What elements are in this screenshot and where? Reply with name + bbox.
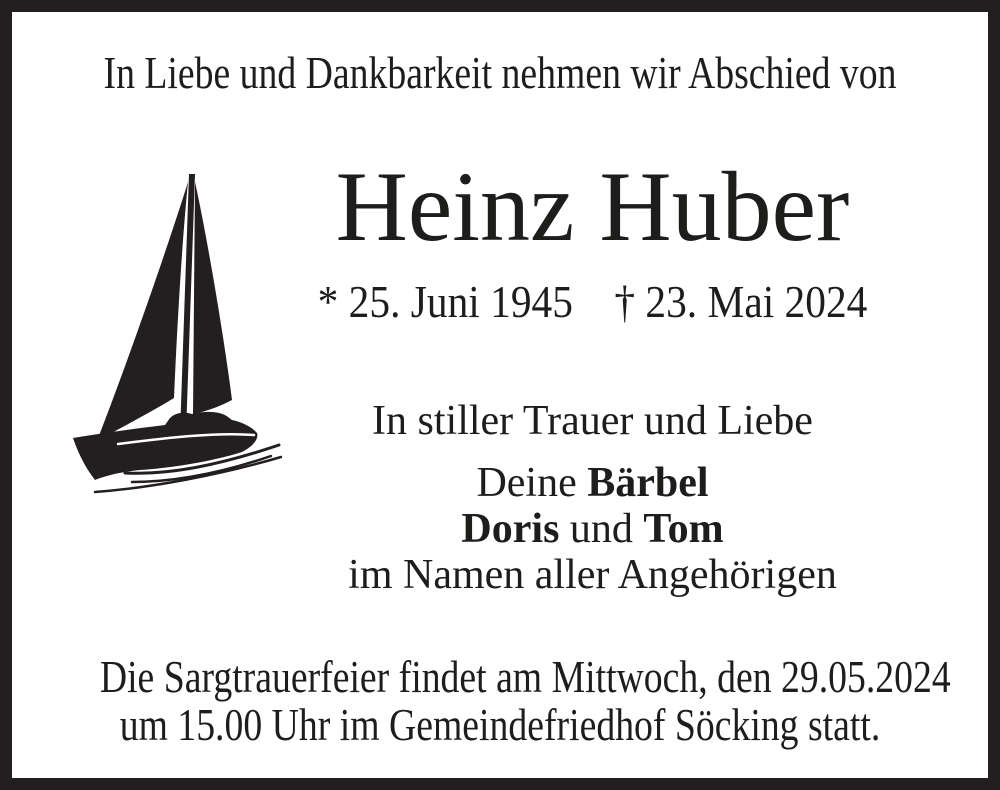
signature-line-2 bbox=[197, 504, 988, 554]
death-date: † 23. Mai 2024 bbox=[614, 276, 868, 327]
signature-closing: im Namen aller Angehörigen bbox=[348, 552, 837, 598]
intro-text: In Liebe und Dankbarkeit nehmen wir Abschied von bbox=[103, 47, 897, 98]
deceased-name: Heinz Huber bbox=[335, 151, 850, 262]
family-member-name: Tom bbox=[643, 506, 724, 552]
funeral-info-line-2: um 15.00 Uhr im Gemeindefriedhof Söcking statt. bbox=[119, 699, 881, 750]
life-dates bbox=[237, 274, 949, 329]
signature-line-1 bbox=[197, 458, 988, 508]
signature-connector: und bbox=[569, 506, 633, 552]
family-member-name: Doris bbox=[461, 506, 560, 552]
funeral-info-line-1: Die Sargtrauerfeier findet am Mittwoch, den 29.05.2024 bbox=[99, 651, 951, 702]
birth-date: * 25. Juni 1945 bbox=[317, 276, 573, 327]
condolence-text: In stiller Trauer und Liebe bbox=[372, 398, 813, 444]
signature-prefix: Deine bbox=[476, 460, 577, 506]
family-member-name: Bärbel bbox=[587, 460, 709, 506]
